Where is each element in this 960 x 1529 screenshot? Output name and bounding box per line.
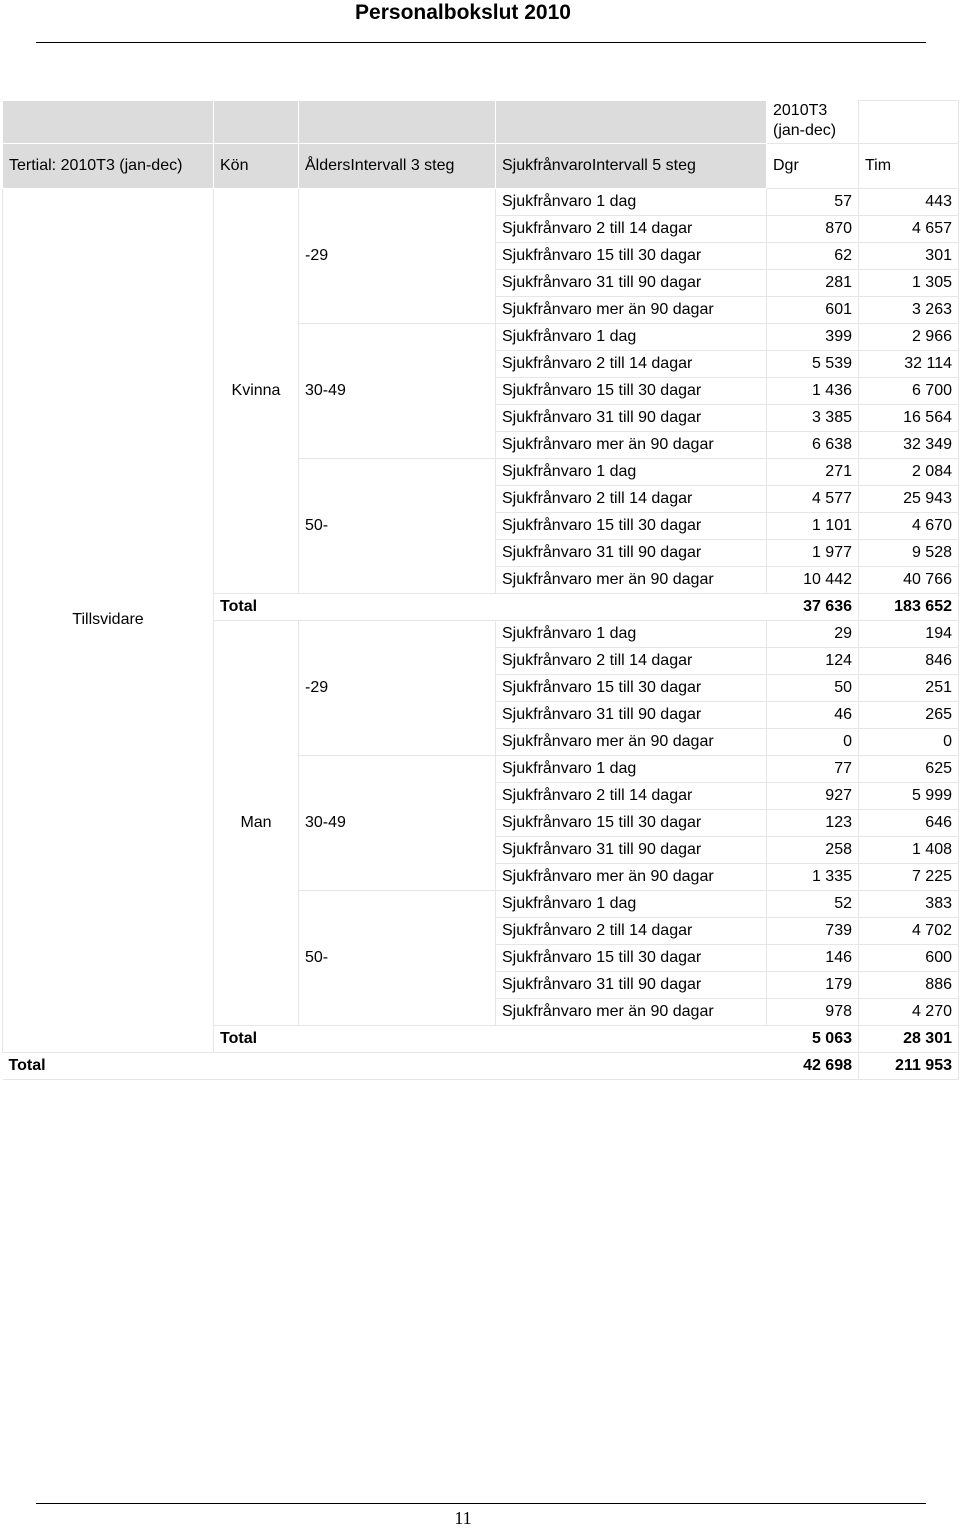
- tim-cell: 7 225: [859, 863, 959, 890]
- tim-cell: 625: [859, 755, 959, 782]
- kon-cell: Man: [214, 620, 299, 1025]
- category-cell: Sjukfrånvaro mer än 90 dagar: [496, 998, 767, 1025]
- grand-total-row: [3, 1052, 959, 1079]
- sick-leave-table: [2, 100, 959, 1080]
- dgr-cell: 3 385: [767, 404, 859, 431]
- tim-cell: 194: [859, 620, 959, 647]
- grand-total-label: Total: [3, 1052, 767, 1079]
- dgr-cell: 123: [767, 809, 859, 836]
- age-group-cell: 30-49: [299, 323, 496, 458]
- dgr-cell: 146: [767, 944, 859, 971]
- dgr-cell: 1 101: [767, 512, 859, 539]
- tim-cell: 25 943: [859, 485, 959, 512]
- header-blank-cell: [299, 101, 496, 144]
- table-row: [3, 188, 959, 215]
- dgr-cell: 77: [767, 755, 859, 782]
- column-header-sjukfranvaro: SjukfrånvaroIntervall 5 steg: [496, 143, 767, 188]
- category-cell: Sjukfrånvaro 2 till 14 dagar: [496, 350, 767, 377]
- dgr-cell: 1 335: [767, 863, 859, 890]
- category-cell: Sjukfrånvaro 31 till 90 dagar: [496, 539, 767, 566]
- tim-cell: 3 263: [859, 296, 959, 323]
- category-cell: Sjukfrånvaro 1 dag: [496, 188, 767, 215]
- grand-total-dgr: 42 698: [767, 1052, 859, 1079]
- tim-cell: 2 084: [859, 458, 959, 485]
- dgr-cell: 52: [767, 890, 859, 917]
- dgr-cell: 10 442: [767, 566, 859, 593]
- subtotal-label: Total: [214, 1025, 767, 1052]
- category-cell: Sjukfrånvaro mer än 90 dagar: [496, 863, 767, 890]
- subtotal-tim: 28 301: [859, 1025, 959, 1052]
- category-cell: Sjukfrånvaro mer än 90 dagar: [496, 431, 767, 458]
- subtotal-label: Total: [214, 593, 767, 620]
- category-cell: Sjukfrånvaro 1 dag: [496, 755, 767, 782]
- column-header-kon: Kön: [214, 143, 299, 188]
- grand-total-tim: 211 953: [859, 1052, 959, 1079]
- tim-cell: 646: [859, 809, 959, 836]
- dgr-cell: 601: [767, 296, 859, 323]
- kon-cell: Kvinna: [214, 188, 299, 593]
- category-cell: Sjukfrånvaro 15 till 30 dagar: [496, 809, 767, 836]
- category-cell: Sjukfrånvaro mer än 90 dagar: [496, 296, 767, 323]
- tim-cell: 846: [859, 647, 959, 674]
- tim-cell: 443: [859, 188, 959, 215]
- column-header-tim: Tim: [859, 143, 959, 188]
- category-cell: Sjukfrånvaro 15 till 30 dagar: [496, 242, 767, 269]
- tim-cell: 600: [859, 944, 959, 971]
- page-number: 11: [454, 1508, 472, 1528]
- dgr-cell: 1 977: [767, 539, 859, 566]
- age-group-cell: -29: [299, 188, 496, 323]
- tim-cell: 4 702: [859, 917, 959, 944]
- tim-cell: 4 657: [859, 215, 959, 242]
- category-cell: Sjukfrånvaro 2 till 14 dagar: [496, 782, 767, 809]
- header-blank-cell: [859, 101, 959, 144]
- category-cell: Sjukfrånvaro 31 till 90 dagar: [496, 404, 767, 431]
- tim-cell: 886: [859, 971, 959, 998]
- age-group-cell: -29: [299, 620, 496, 755]
- category-cell: Sjukfrånvaro 2 till 14 dagar: [496, 647, 767, 674]
- category-cell: Sjukfrånvaro 2 till 14 dagar: [496, 485, 767, 512]
- tim-cell: 9 528: [859, 539, 959, 566]
- tertial-cell: Tillsvidare: [3, 188, 214, 1052]
- tim-cell: 5 999: [859, 782, 959, 809]
- dgr-cell: 0: [767, 728, 859, 755]
- tim-cell: 265: [859, 701, 959, 728]
- dgr-cell: 50: [767, 674, 859, 701]
- category-cell: Sjukfrånvaro 15 till 30 dagar: [496, 377, 767, 404]
- dgr-cell: 57: [767, 188, 859, 215]
- header-row-period: [3, 101, 959, 144]
- subtotal-dgr: 5 063: [767, 1025, 859, 1052]
- dgr-cell: 6 638: [767, 431, 859, 458]
- dgr-cell: 5 539: [767, 350, 859, 377]
- dgr-cell: 179: [767, 971, 859, 998]
- category-cell: Sjukfrånvaro mer än 90 dagar: [496, 566, 767, 593]
- tim-cell: 4 670: [859, 512, 959, 539]
- header-blank-cell: [3, 101, 214, 144]
- page-title: Personalbokslut 2010: [355, 1, 571, 24]
- category-cell: Sjukfrånvaro 31 till 90 dagar: [496, 836, 767, 863]
- period-label: 2010T3 (jan-dec): [767, 101, 859, 144]
- category-cell: Sjukfrånvaro 1 dag: [496, 890, 767, 917]
- dgr-cell: 870: [767, 215, 859, 242]
- dgr-cell: 29: [767, 620, 859, 647]
- dgr-cell: 281: [767, 269, 859, 296]
- column-header-alder: ÅldersIntervall 3 steg: [299, 143, 496, 188]
- tim-cell: 4 270: [859, 998, 959, 1025]
- tim-cell: 0: [859, 728, 959, 755]
- dgr-cell: 978: [767, 998, 859, 1025]
- tim-cell: 2 966: [859, 323, 959, 350]
- category-cell: Sjukfrånvaro mer än 90 dagar: [496, 728, 767, 755]
- age-group-cell: 50-: [299, 458, 496, 593]
- header-row-columns: [3, 143, 959, 188]
- subtotal-tim: 183 652: [859, 593, 959, 620]
- title-divider: [36, 42, 926, 43]
- tim-cell: 251: [859, 674, 959, 701]
- category-cell: Sjukfrånvaro 1 dag: [496, 620, 767, 647]
- category-cell: Sjukfrånvaro 2 till 14 dagar: [496, 215, 767, 242]
- tim-cell: 32 114: [859, 350, 959, 377]
- dgr-cell: 927: [767, 782, 859, 809]
- dgr-cell: 399: [767, 323, 859, 350]
- category-cell: Sjukfrånvaro 15 till 30 dagar: [496, 944, 767, 971]
- tim-cell: 32 349: [859, 431, 959, 458]
- dgr-cell: 46: [767, 701, 859, 728]
- category-cell: Sjukfrånvaro 2 till 14 dagar: [496, 917, 767, 944]
- age-group-cell: 50-: [299, 890, 496, 1025]
- footer-divider: [36, 1503, 926, 1504]
- dgr-cell: 271: [767, 458, 859, 485]
- tim-cell: 1 408: [859, 836, 959, 863]
- dgr-cell: 1 436: [767, 377, 859, 404]
- dgr-cell: 62: [767, 242, 859, 269]
- category-cell: Sjukfrånvaro 31 till 90 dagar: [496, 269, 767, 296]
- tim-cell: 16 564: [859, 404, 959, 431]
- dgr-cell: 124: [767, 647, 859, 674]
- category-cell: Sjukfrånvaro 31 till 90 dagar: [496, 971, 767, 998]
- category-cell: Sjukfrånvaro 31 till 90 dagar: [496, 701, 767, 728]
- dgr-cell: 258: [767, 836, 859, 863]
- category-cell: Sjukfrånvaro 1 dag: [496, 458, 767, 485]
- tim-cell: 301: [859, 242, 959, 269]
- category-cell: Sjukfrånvaro 15 till 30 dagar: [496, 674, 767, 701]
- category-cell: Sjukfrånvaro 15 till 30 dagar: [496, 512, 767, 539]
- tim-cell: 383: [859, 890, 959, 917]
- subtotal-dgr: 37 636: [767, 593, 859, 620]
- dgr-cell: 4 577: [767, 485, 859, 512]
- tim-cell: 1 305: [859, 269, 959, 296]
- header-blank-cell: [214, 101, 299, 144]
- tim-cell: 6 700: [859, 377, 959, 404]
- dgr-cell: 739: [767, 917, 859, 944]
- age-group-cell: 30-49: [299, 755, 496, 890]
- header-blank-cell: [496, 101, 767, 144]
- category-cell: Sjukfrånvaro 1 dag: [496, 323, 767, 350]
- tim-cell: 40 766: [859, 566, 959, 593]
- column-header-tertial: Tertial: 2010T3 (jan-dec): [3, 143, 214, 188]
- column-header-dgr: Dgr: [767, 143, 859, 188]
